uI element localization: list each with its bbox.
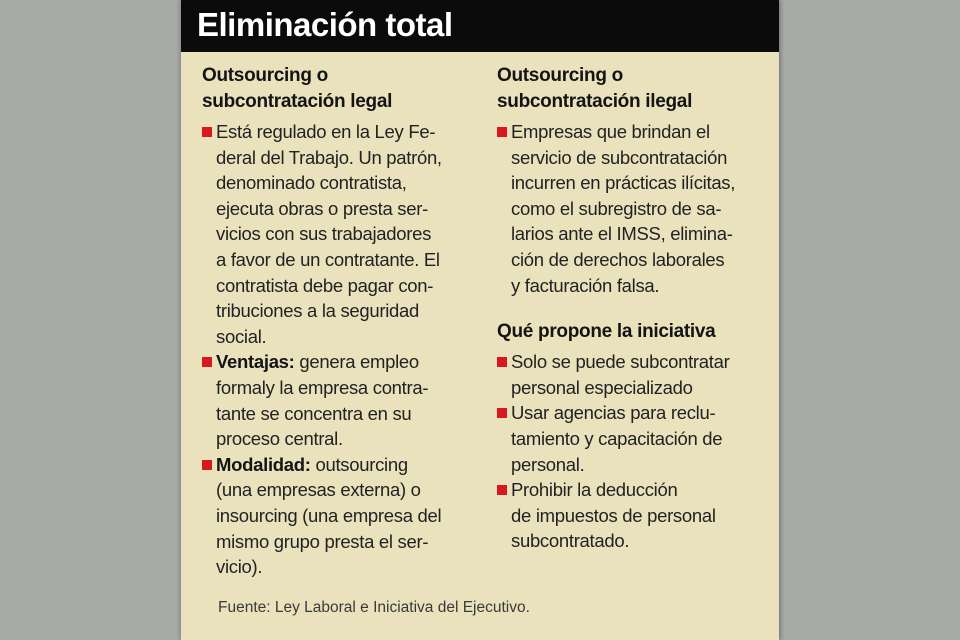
red-square-bullet-icon: [497, 357, 507, 367]
legal-column: [202, 63, 492, 580]
red-square-bullet-icon: [202, 127, 212, 137]
text-line: deral del Trabajo. Un patrón,: [216, 146, 442, 168]
text-line: Empresas que brindan el: [511, 121, 710, 142]
text-line: contratista debe pagar con-: [216, 274, 434, 296]
legal-item-ventajas: [202, 349, 492, 451]
red-square-bullet-icon: [202, 357, 212, 367]
text-line: formaly la empresa contra-: [216, 376, 429, 398]
text-line: personal.: [511, 453, 585, 475]
text-line: vicios con sus trabajadores: [216, 223, 432, 245]
proposal-item-specialized: [497, 349, 769, 400]
text-line: incurren en prácticas ilícitas,: [511, 172, 736, 194]
text-line: servicio de subcontratación: [511, 146, 728, 168]
text-line: mismo grupo presta el ser-: [216, 530, 429, 552]
source-note: Fuente: Ley Laboral e Iniciativa del Ejecutivo.: [218, 599, 530, 616]
illegal-heading-line1: Outsourcing o: [497, 65, 623, 86]
text-line: a favor de un contratante. El: [216, 248, 440, 270]
text-line: de impuestos de personal: [511, 504, 716, 526]
text-line: ción de derechos laborales: [511, 248, 725, 270]
text-line: Prohibir la deducción: [511, 479, 678, 501]
text-line: vicio).: [216, 556, 263, 578]
text-line: genera empleo: [294, 351, 419, 373]
page-title: Eliminación total: [197, 6, 453, 43]
red-square-bullet-icon: [202, 460, 212, 470]
legal-heading-line1: Outsourcing o: [202, 65, 328, 86]
text-line: social.: [216, 325, 267, 347]
text-line: tante se concentra en su: [216, 402, 412, 424]
illegal-item-practices: [497, 119, 769, 298]
ventajas-label: Ventajas:: [216, 351, 295, 373]
legal-item-modalidad: [202, 452, 492, 580]
text-line: como el subregistro de sa-: [511, 197, 722, 219]
title-bar: [181, 0, 779, 52]
text-line: Usar agencias para reclu-: [511, 402, 716, 424]
proposal-item-agencies: [497, 400, 769, 477]
text-line: insourcing (una empresa del: [216, 504, 442, 526]
modalidad-label: Modalidad:: [216, 453, 311, 475]
text-line: Solo se puede subcontratar: [511, 351, 730, 373]
text-line: y facturación falsa.: [511, 274, 660, 296]
text-line: (una empresas externa) o: [216, 479, 421, 501]
red-square-bullet-icon: [497, 408, 507, 418]
text-line: subcontratado.: [511, 530, 630, 552]
text-line: Está regulado en la Ley Fe-: [216, 121, 436, 142]
legal-heading: [202, 63, 492, 115]
proposal-heading: Qué propone la iniciativa: [497, 321, 716, 343]
text-line: denominado contratista,: [216, 172, 407, 194]
proposal-list: [497, 349, 769, 554]
text-line: larios ante el IMSS, elimina-: [511, 223, 733, 245]
text-line: proceso central.: [216, 428, 343, 450]
text-line: outsourcing: [310, 453, 408, 475]
illegal-heading-line2: subcontratación ilegal: [497, 91, 693, 112]
illegal-column: [497, 63, 769, 554]
legal-item-regulation: [202, 119, 492, 349]
text-line: tamiento y capacitación de: [511, 427, 723, 449]
infographic-panel: [181, 0, 779, 640]
text-line: tribuciones a la seguridad: [216, 300, 420, 322]
legal-list: [202, 119, 492, 580]
text-line: personal especializado: [511, 376, 693, 398]
legal-heading-line2: subcontratación legal: [202, 91, 393, 112]
proposal-item-deduction: [497, 477, 769, 554]
red-square-bullet-icon: [497, 485, 507, 495]
red-square-bullet-icon: [497, 127, 507, 137]
illegal-list: [497, 119, 769, 298]
text-line: ejecuta obras o presta ser-: [216, 197, 428, 219]
illegal-heading: [497, 63, 769, 115]
